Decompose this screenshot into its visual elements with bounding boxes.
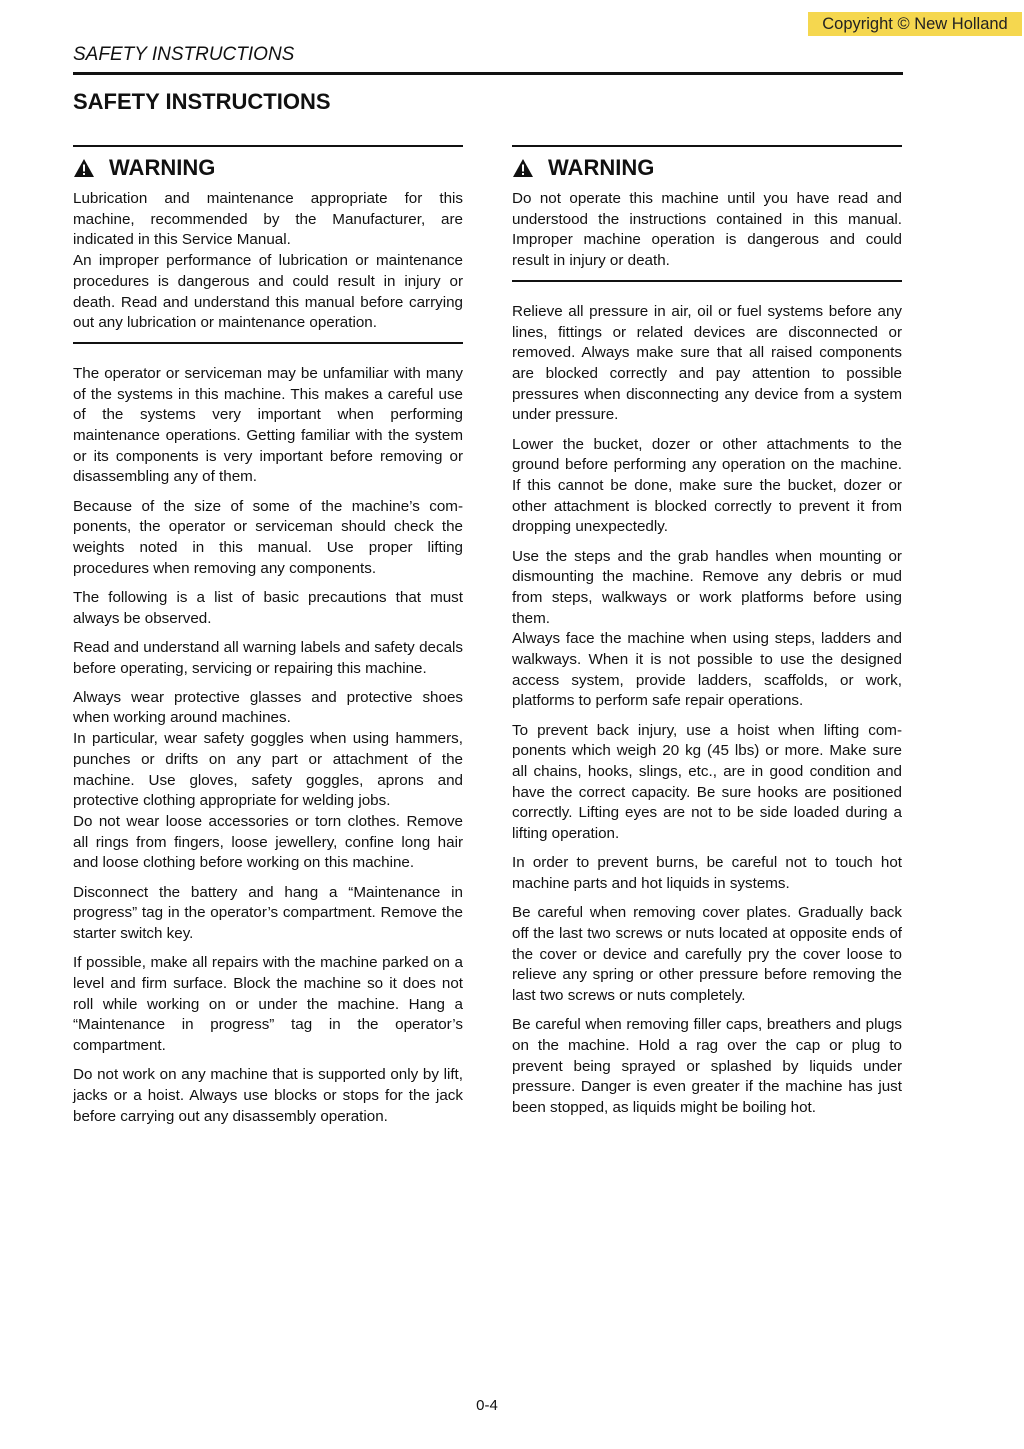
body-paragraph: Lower the bucket, dozer or other attachments to the ground before performing any operation on the machine. If this cannot be done, make sure the bucket, dozer or other attachment is blocked correctly to prevent it from dropping unexpectedly. (512, 435, 902, 536)
warning-triangle-icon (73, 158, 95, 178)
warning-label: WARNING (548, 155, 655, 180)
body-paragraph: To prevent back injury, use a hoist when lifting components which weigh 20 kg (45 lbs) or more. Make sure all chains, hooks, slings, etc., are in good condition and have the correct capacity. Be sure hooks are positioned correctly. Lifting eyes are not to be side loaded during a lifting operation. (512, 721, 902, 843)
body-paragraph: The following is a list of basic precautions that must always be observed. (73, 588, 463, 627)
running-header-title: SAFETY INSTRUCTIONS (73, 44, 295, 65)
body-paragraph: Always face the machine when using steps, ladders and walkways. When it is not possible to use the designed access system, provide ladders, scaffolds, or work, platforms to perform safe repair operations. (512, 630, 902, 710)
body-paragraph: Always wear protective glasses and protective shoes when working around machines. (73, 688, 463, 727)
warning-label: WARNING (109, 155, 216, 180)
warning-paragraph: Lubrication and maintenance appropriate for this machine, recommended by the Manufacturer, are indicated in this Service Manual. (73, 190, 463, 249)
body-paragraph: Use the steps and the grab handles when mounting or dismounting the machine. Remove any debris or mud from steps, walkways or work platforms before using them. (512, 547, 902, 627)
warning-box-right (512, 145, 902, 282)
body-paragraph: Be careful when removing filler caps, breathers and plugs on the machine. Hold a rag over the cap or plug to prevent being sprayed or splashed by liquids under pressure. Danger is even greater if the machine has just been stopped, as liquids might be boiling hot. (512, 1016, 902, 1117)
body-paragraph: Disconnect the battery and hang a “Maintenance in progress” tag in the operator’s compartment. Remove the starter switch key. (73, 883, 463, 942)
warning-triangle-icon (512, 158, 534, 178)
warning-title-left (73, 153, 463, 183)
body-paragraph: In particular, wear safety goggles when using hammers, punches or drifts on any part or attachment of the machine. Use gloves, safety goggles, aprons and protective clothing appropriate for welding jobs. (73, 730, 463, 810)
warning-paragraph: Do not operate this machine until you have read and understood the instructions contained in this manual. Improper machine operation is dangerous and could result in injury or death. (512, 190, 902, 270)
right-column (512, 145, 902, 1119)
warning-box-left (73, 145, 463, 344)
warning-paragraph: An improper performance of lubrication or maintenance procedures is dangerous and could result in injury or death. Read and understand this manual before carrying out any lubrication or maintenance operation. (73, 252, 463, 332)
body-paragraph: Be careful when removing cover plates. Gradually back off the last two screws or nuts located at opposite ends of the cover or device and carefully pry the cover loose to relieve any spring or other pressure before removing the last two screws or nuts completely. (512, 904, 902, 1005)
page-title: SAFETY INSTRUCTIONS (73, 89, 331, 114)
body-paragraph: The operator or serviceman may be unfamiliar with many of the systems in this machine. This makes a careful use of the systems very important when performing maintenance operations. Getting familiar with the system or its components is very important before removing or disassembling any of them. (73, 364, 463, 486)
body-paragraph: If possible, make all repairs with the machine parked on a level and firm surface. Block the machine so it does not roll while working on or under the machine. Hang a “Maintenance in progress” tag in the operator’s compartment. (73, 954, 463, 1055)
body-paragraph: Do not work on any machine that is supported only by lift, jacks or a hoist. Always use blocks or stops for the jack before carrying out any disassembly operation. (73, 1066, 463, 1125)
page-number: 0-4 (476, 1397, 498, 1414)
warning-title-right (512, 153, 902, 183)
body-paragraph: Do not wear loose accessories or torn clothes. Remove all rings from fingers, loose jewellery, confine long hair and loose clothing before working on this machine. (73, 812, 463, 872)
body-paragraph: Relieve all pressure in air, oil or fuel systems before any lines, fittings or related devices are disconnected or removed. Always make sure that all raised components are blocked correctly and pay attention to possible pressures when disconnecting any device from a system under pressure. (512, 302, 902, 424)
left-column (73, 145, 463, 1127)
header-rule (73, 72, 903, 75)
body-paragraph: Because of the size of some of the machine’s components, the operator or serviceman should check the weights noted in this manual. Use proper lifting procedures when removing any components. (73, 497, 463, 577)
copyright-badge: Copyright © New Holland (808, 12, 1022, 36)
body-paragraph: In order to prevent burns, be careful not to touch hot machine parts and hot liquids in systems. (512, 854, 902, 893)
body-paragraph: Read and understand all warning labels and safety decals before operating, servicing or repairing this machine. (73, 638, 463, 677)
